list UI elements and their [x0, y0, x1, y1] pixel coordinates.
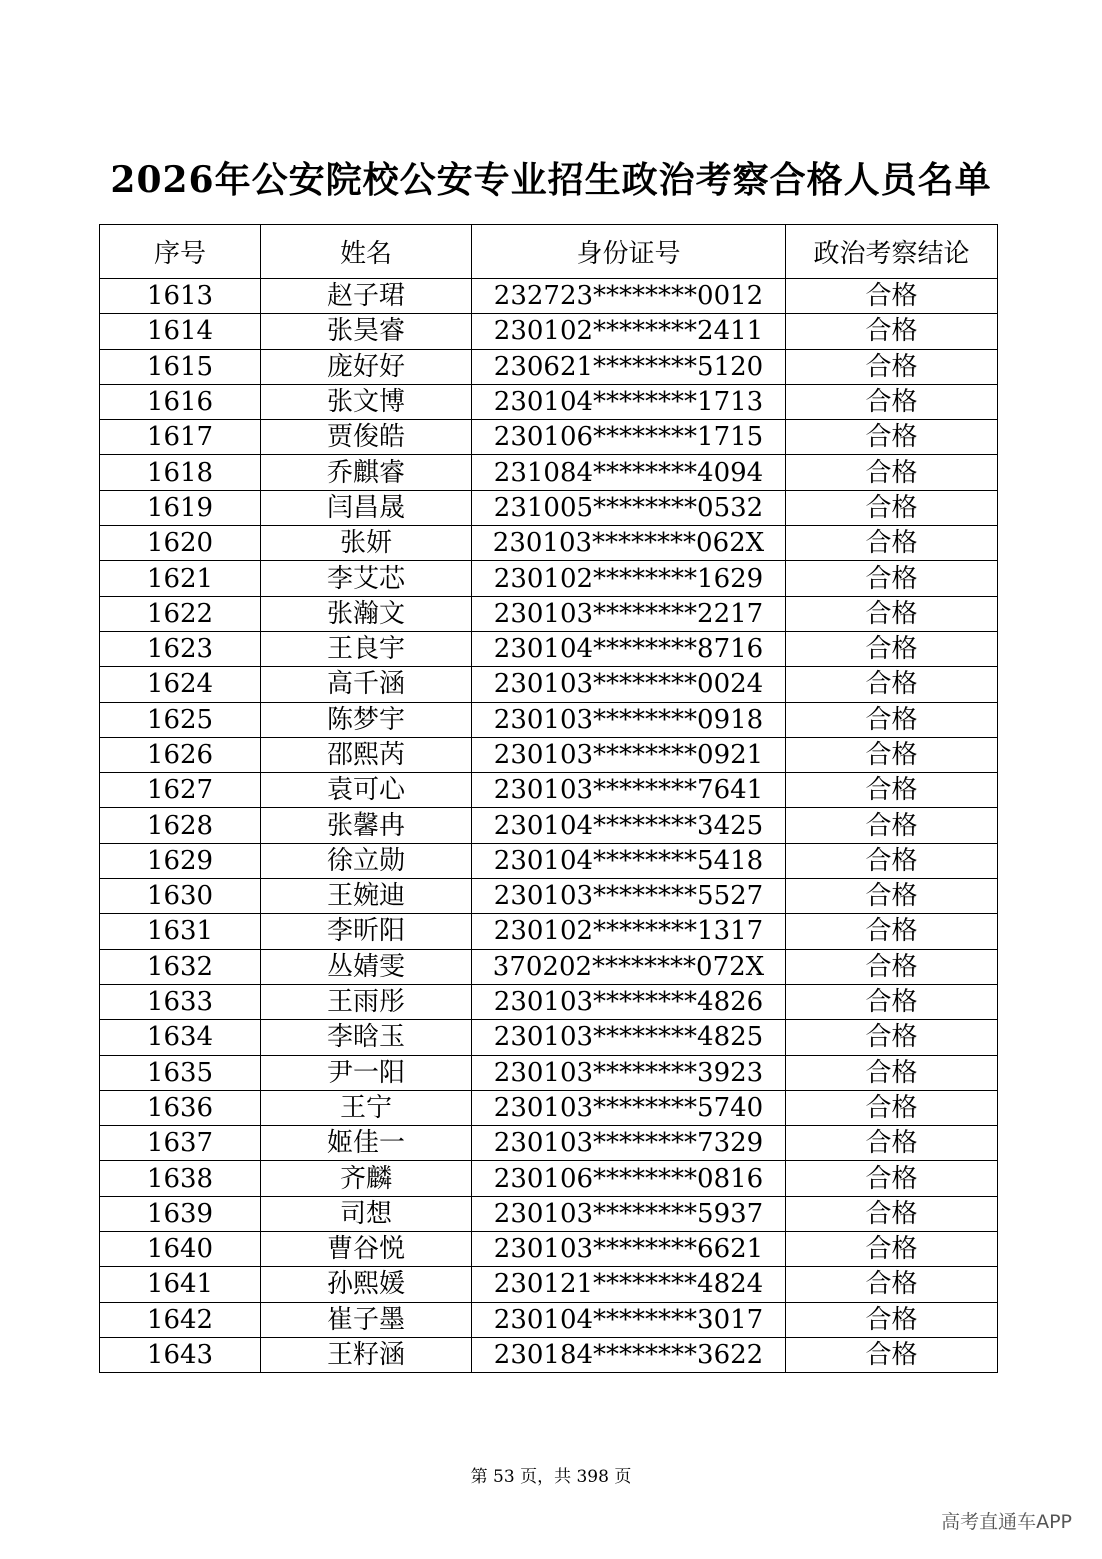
- cell-id: 230103********5937: [472, 1196, 786, 1231]
- cell-id: 230104********3425: [472, 808, 786, 843]
- cell-result: 合格: [786, 349, 998, 384]
- cell-seq: 1637: [100, 1126, 261, 1161]
- table-row: [100, 490, 998, 525]
- cell-name: 高千涵: [261, 667, 472, 702]
- cell-result: 合格: [786, 914, 998, 949]
- cell-seq: 1640: [100, 1232, 261, 1267]
- cell-result: 合格: [786, 1090, 998, 1125]
- cell-name: 赵子珺: [261, 279, 472, 314]
- cell-name: 袁可心: [261, 773, 472, 808]
- cell-result: 合格: [786, 314, 998, 349]
- cell-name: 张妍: [261, 526, 472, 561]
- cell-name: 陈梦宇: [261, 702, 472, 737]
- table-body: [100, 279, 998, 1373]
- cell-result: 合格: [786, 526, 998, 561]
- cell-name: 张文博: [261, 384, 472, 419]
- cell-result: 合格: [786, 737, 998, 772]
- cell-seq: 1628: [100, 808, 261, 843]
- table-row: [100, 1267, 998, 1302]
- table-row: [100, 279, 998, 314]
- cell-id: 230102********2411: [472, 314, 786, 349]
- cell-id: 231084********4094: [472, 455, 786, 490]
- cell-seq: 1619: [100, 490, 261, 525]
- cell-seq: 1631: [100, 914, 261, 949]
- cell-result: 合格: [786, 490, 998, 525]
- cell-name: 李昕阳: [261, 914, 472, 949]
- cell-id: 230121********4824: [472, 1267, 786, 1302]
- cell-seq: 1639: [100, 1196, 261, 1231]
- cell-seq: 1633: [100, 984, 261, 1019]
- table-row: [100, 667, 998, 702]
- cell-result: 合格: [786, 561, 998, 596]
- table-row: [100, 631, 998, 666]
- table-row: [100, 1161, 998, 1196]
- cell-id: 230103********0918: [472, 702, 786, 737]
- table-row: [100, 808, 998, 843]
- cell-name: 徐立勋: [261, 843, 472, 878]
- cell-seq: 1643: [100, 1337, 261, 1372]
- cell-result: 合格: [786, 1055, 998, 1090]
- cell-id: 230103********5740: [472, 1090, 786, 1125]
- cell-result: 合格: [786, 279, 998, 314]
- table-row: [100, 455, 998, 490]
- cell-result: 合格: [786, 808, 998, 843]
- cell-result: 合格: [786, 879, 998, 914]
- cell-id: 230103********062X: [472, 526, 786, 561]
- header-id: 身份证号: [472, 225, 786, 279]
- cell-result: 合格: [786, 384, 998, 419]
- table-row: [100, 949, 998, 984]
- cell-result: 合格: [786, 631, 998, 666]
- cell-id: 232723********0012: [472, 279, 786, 314]
- page-footer: 第 53 页，共 398 页: [470, 1467, 632, 1487]
- cell-seq: 1613: [100, 279, 261, 314]
- cell-id: 230104********5418: [472, 843, 786, 878]
- table-row: [100, 879, 998, 914]
- watermark: 高考直通车APP: [941, 1511, 1072, 1533]
- table-row: [100, 1302, 998, 1337]
- cell-result: 合格: [786, 702, 998, 737]
- cell-id: 230103********7329: [472, 1126, 786, 1161]
- cell-id: 230103********4825: [472, 1020, 786, 1055]
- cell-id: 370202********072X: [472, 949, 786, 984]
- table-row: [100, 843, 998, 878]
- cell-result: 合格: [786, 1267, 998, 1302]
- cell-name: 张昊睿: [261, 314, 472, 349]
- cell-id: 230103********7641: [472, 773, 786, 808]
- table-row: [100, 1126, 998, 1161]
- cell-id: 230103********5527: [472, 879, 786, 914]
- cell-result: 合格: [786, 1232, 998, 1267]
- cell-seq: 1614: [100, 314, 261, 349]
- cell-seq: 1629: [100, 843, 261, 878]
- table-row: [100, 349, 998, 384]
- cell-name: 齐麟: [261, 1161, 472, 1196]
- cell-name: 王良宇: [261, 631, 472, 666]
- cell-id: 230103********0921: [472, 737, 786, 772]
- cell-result: 合格: [786, 1196, 998, 1231]
- table-row: [100, 773, 998, 808]
- cell-result: 合格: [786, 1126, 998, 1161]
- cell-seq: 1636: [100, 1090, 261, 1125]
- cell-name: 曹谷悦: [261, 1232, 472, 1267]
- table-row: [100, 1196, 998, 1231]
- table-row: [100, 1055, 998, 1090]
- cell-id: 230102********1629: [472, 561, 786, 596]
- cell-name: 崔子墨: [261, 1302, 472, 1337]
- cell-id: 230104********3017: [472, 1302, 786, 1337]
- cell-seq: 1634: [100, 1020, 261, 1055]
- cell-seq: 1618: [100, 455, 261, 490]
- table-row: [100, 1090, 998, 1125]
- cell-seq: 1622: [100, 596, 261, 631]
- cell-id: 230103********6621: [472, 1232, 786, 1267]
- table-row: [100, 596, 998, 631]
- cell-result: 合格: [786, 1020, 998, 1055]
- cell-id: 230103********2217: [472, 596, 786, 631]
- table-row: [100, 561, 998, 596]
- cell-name: 李艾芯: [261, 561, 472, 596]
- cell-result: 合格: [786, 667, 998, 702]
- cell-seq: 1625: [100, 702, 261, 737]
- cell-result: 合格: [786, 984, 998, 1019]
- table-row: [100, 1337, 998, 1372]
- cell-name: 王婉迪: [261, 879, 472, 914]
- cell-name: 王雨彤: [261, 984, 472, 1019]
- cell-name: 闫昌晟: [261, 490, 472, 525]
- table-row: [100, 1020, 998, 1055]
- cell-name: 张瀚文: [261, 596, 472, 631]
- table-row: [100, 914, 998, 949]
- cell-id: 230103********0024: [472, 667, 786, 702]
- cell-seq: 1638: [100, 1161, 261, 1196]
- cell-result: 合格: [786, 1302, 998, 1337]
- cell-name: 邵熙芮: [261, 737, 472, 772]
- cell-seq: 1635: [100, 1055, 261, 1090]
- cell-seq: 1616: [100, 384, 261, 419]
- cell-name: 贾俊皓: [261, 420, 472, 455]
- table-row: [100, 420, 998, 455]
- cell-name: 丛婧雯: [261, 949, 472, 984]
- cell-id: 230103********4826: [472, 984, 786, 1019]
- cell-id: 230102********1317: [472, 914, 786, 949]
- cell-id: 230103********3923: [472, 1055, 786, 1090]
- cell-seq: 1615: [100, 349, 261, 384]
- cell-id: 231005********0532: [472, 490, 786, 525]
- cell-name: 孙熙媛: [261, 1267, 472, 1302]
- cell-id: 230621********5120: [472, 349, 786, 384]
- cell-result: 合格: [786, 949, 998, 984]
- table-header-row: [100, 225, 998, 279]
- cell-seq: 1623: [100, 631, 261, 666]
- cell-result: 合格: [786, 1337, 998, 1372]
- cell-seq: 1621: [100, 561, 261, 596]
- table-row: [100, 526, 998, 561]
- cell-seq: 1626: [100, 737, 261, 772]
- roster-table: [99, 224, 998, 1373]
- table-row: [100, 702, 998, 737]
- cell-name: 王宁: [261, 1090, 472, 1125]
- cell-seq: 1627: [100, 773, 261, 808]
- cell-id: 230106********0816: [472, 1161, 786, 1196]
- cell-seq: 1617: [100, 420, 261, 455]
- cell-result: 合格: [786, 1161, 998, 1196]
- table-row: [100, 384, 998, 419]
- table-row: [100, 314, 998, 349]
- cell-id: 230104********1713: [472, 384, 786, 419]
- cell-result: 合格: [786, 455, 998, 490]
- header-seq: 序号: [100, 225, 261, 279]
- cell-name: 司想: [261, 1196, 472, 1231]
- cell-seq: 1632: [100, 949, 261, 984]
- cell-name: 庞好好: [261, 349, 472, 384]
- cell-seq: 1624: [100, 667, 261, 702]
- cell-name: 李晗玉: [261, 1020, 472, 1055]
- cell-seq: 1641: [100, 1267, 261, 1302]
- cell-name: 乔麒睿: [261, 455, 472, 490]
- header-result: 政治考察结论: [786, 225, 998, 279]
- cell-id: 230104********8716: [472, 631, 786, 666]
- table-row: [100, 1232, 998, 1267]
- cell-name: 张馨冉: [261, 808, 472, 843]
- cell-result: 合格: [786, 773, 998, 808]
- table-row: [100, 984, 998, 1019]
- cell-id: 230184********3622: [472, 1337, 786, 1372]
- cell-id: 230106********1715: [472, 420, 786, 455]
- cell-seq: 1630: [100, 879, 261, 914]
- cell-seq: 1620: [100, 526, 261, 561]
- cell-name: 王籽涵: [261, 1337, 472, 1372]
- cell-name: 姬佳一: [261, 1126, 472, 1161]
- cell-result: 合格: [786, 596, 998, 631]
- cell-seq: 1642: [100, 1302, 261, 1337]
- header-name: 姓名: [261, 225, 472, 279]
- cell-result: 合格: [786, 420, 998, 455]
- cell-name: 尹一阳: [261, 1055, 472, 1090]
- cell-result: 合格: [786, 843, 998, 878]
- page-title: 2026年公安院校公安专业招生政治考察合格人员名单: [110, 159, 992, 201]
- table-row: [100, 737, 998, 772]
